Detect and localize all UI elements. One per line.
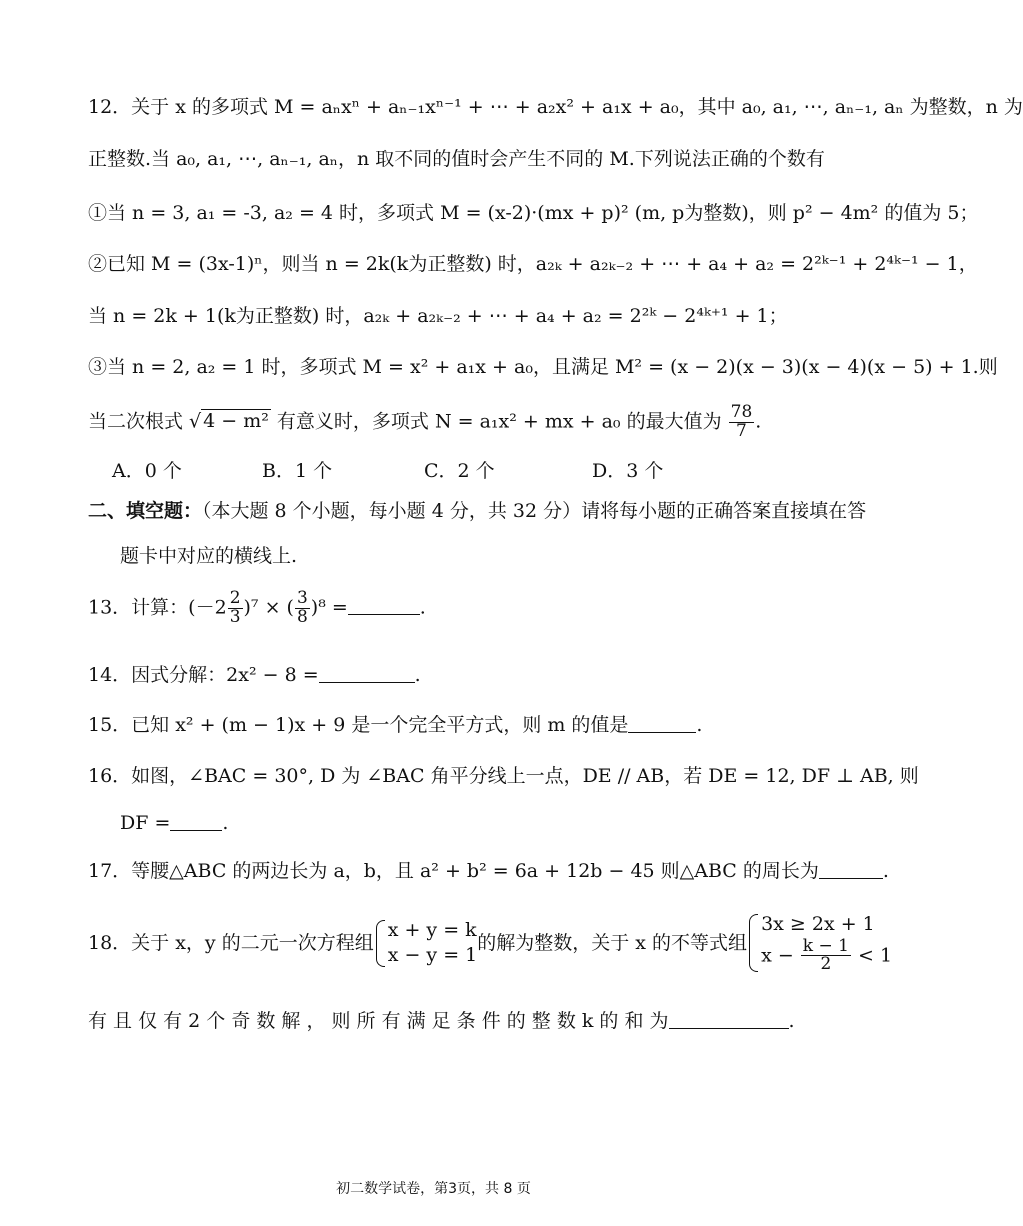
q12-statement2-cont: 当 n = 2k + 1(k为正整数) 时，a₂ₖ + a₂ₖ₋₂ + ⋯ + a₄ + a₂ = 2²ᵏ − 2⁴ᵏ⁺¹ + 1； [88,305,788,327]
q18-line2: 有 且 仅 有 2 个 奇 数 解 ， 则 所 有 满 足 条 件 的 整 数 k 的 和 为 . [88,1010,795,1032]
option-a: A．0 个 [112,460,182,482]
q18-line1: 18．关于 x，y 的二元一次方程组 x + y = k x − y = 1 的解为整数，关于 x 的不等式组 3x ≥ 2x + 1 x − $\frac{k - 1}{2}$ < 1 [88,913,893,975]
q14-answer-blank[interactable] [319,664,415,683]
max-value-fraction: $\frac{78}{7}$ [730,402,753,441]
section2-heading: 二、填空题：（本大题 8 个小题，每小题 4 分，共 32 分）请将每小题的正确答案直接填在答 [88,500,867,522]
option-d: D．3 个 [592,460,664,482]
q12-statement3-cont: 当二次根式 √ 4 − m² 有意义时，多项式 N = a₁x² + mx + a₀ 的最大值为 $\frac{78}{7}$ . [88,402,762,441]
inequality-system: 3x ≥ 2x + 1 x − $\frac{k - 1}{2}$ < 1 [747,912,892,974]
option-b: B．1 个 [262,460,333,482]
option-c: C．2 个 [424,460,495,482]
q12-statement2: ②已知 M = (3x-1)ⁿ，则当 n = 2k(k为正整数) 时，a₂ₖ + a₂ₖ₋₂ + ⋯ + a₄ + a₂ = 2²ᵏ⁻¹ + 2⁴ᵏ⁻¹ − 1， [88,253,978,275]
q18-answer-blank[interactable] [669,1010,789,1029]
q16-line1: 16．如图，∠BAC = 30°, D 为 ∠BAC 角平分线上一点，DE // AB，若 DE = 12, DF ⊥ AB, 则 [88,765,919,787]
q16-answer-blank[interactable] [170,812,222,831]
q15-answer-blank[interactable] [628,714,696,733]
q13: 13．计算：(－2 $\frac{2}{3}$ )⁷ × ( $\frac{3}{8}$ )⁸ = . [88,588,426,627]
section2-instructions: 题卡中对应的横线上. [120,545,298,567]
q17-answer-blank[interactable] [819,860,883,879]
q17: 17．等腰△ABC 的两边长为 a，b，且 a² + b² = 6a + 12b − 45 则△ABC 的周长为 . [88,860,889,882]
q15: 15．已知 x² + (m − 1)x + 9 是一个完全平方式，则 m 的值是 . [88,714,703,736]
sqrt-radicand: 4 − m² [203,410,269,433]
q16-line2: DF = . [120,812,229,834]
q12-statement3: ③当 n = 2, a₂ = 1 时，多项式 M = x² + a₁x + a₀，且满足 M² = (x − 2)(x − 3)(x − 4)(x − 5) + 1.则 [88,356,998,378]
q12-line2: 正整数.当 a₀, a₁, ⋯, aₙ₋₁, aₙ，n 取不同的值时会产生不同的 M.下列说法正确的个数有 [88,148,825,170]
equation-system: x + y = k x − y = 1 [374,918,478,969]
page-footer: 初二数学试卷，第3页，共 8 页 [336,1181,531,1197]
q12-statement1: ①当 n = 3, a₁ = -3, a₂ = 4 时，多项式 M = (x-2)·(mx + p)² (m, p为整数)，则 p² − 4m² 的值为 5； [88,202,979,224]
q12-line1: 12．关于 x 的多项式 M = aₙxⁿ + aₙ₋₁xⁿ⁻¹ + ⋯ + a₂x² + a₁x + a₀，其中 a₀, a₁, ⋯, aₙ₋₁, aₙ 为整数，n 为 [88,96,1023,118]
q14: 14．因式分解：2x² − 8 = . [88,664,421,686]
q13-answer-blank[interactable] [348,596,420,615]
